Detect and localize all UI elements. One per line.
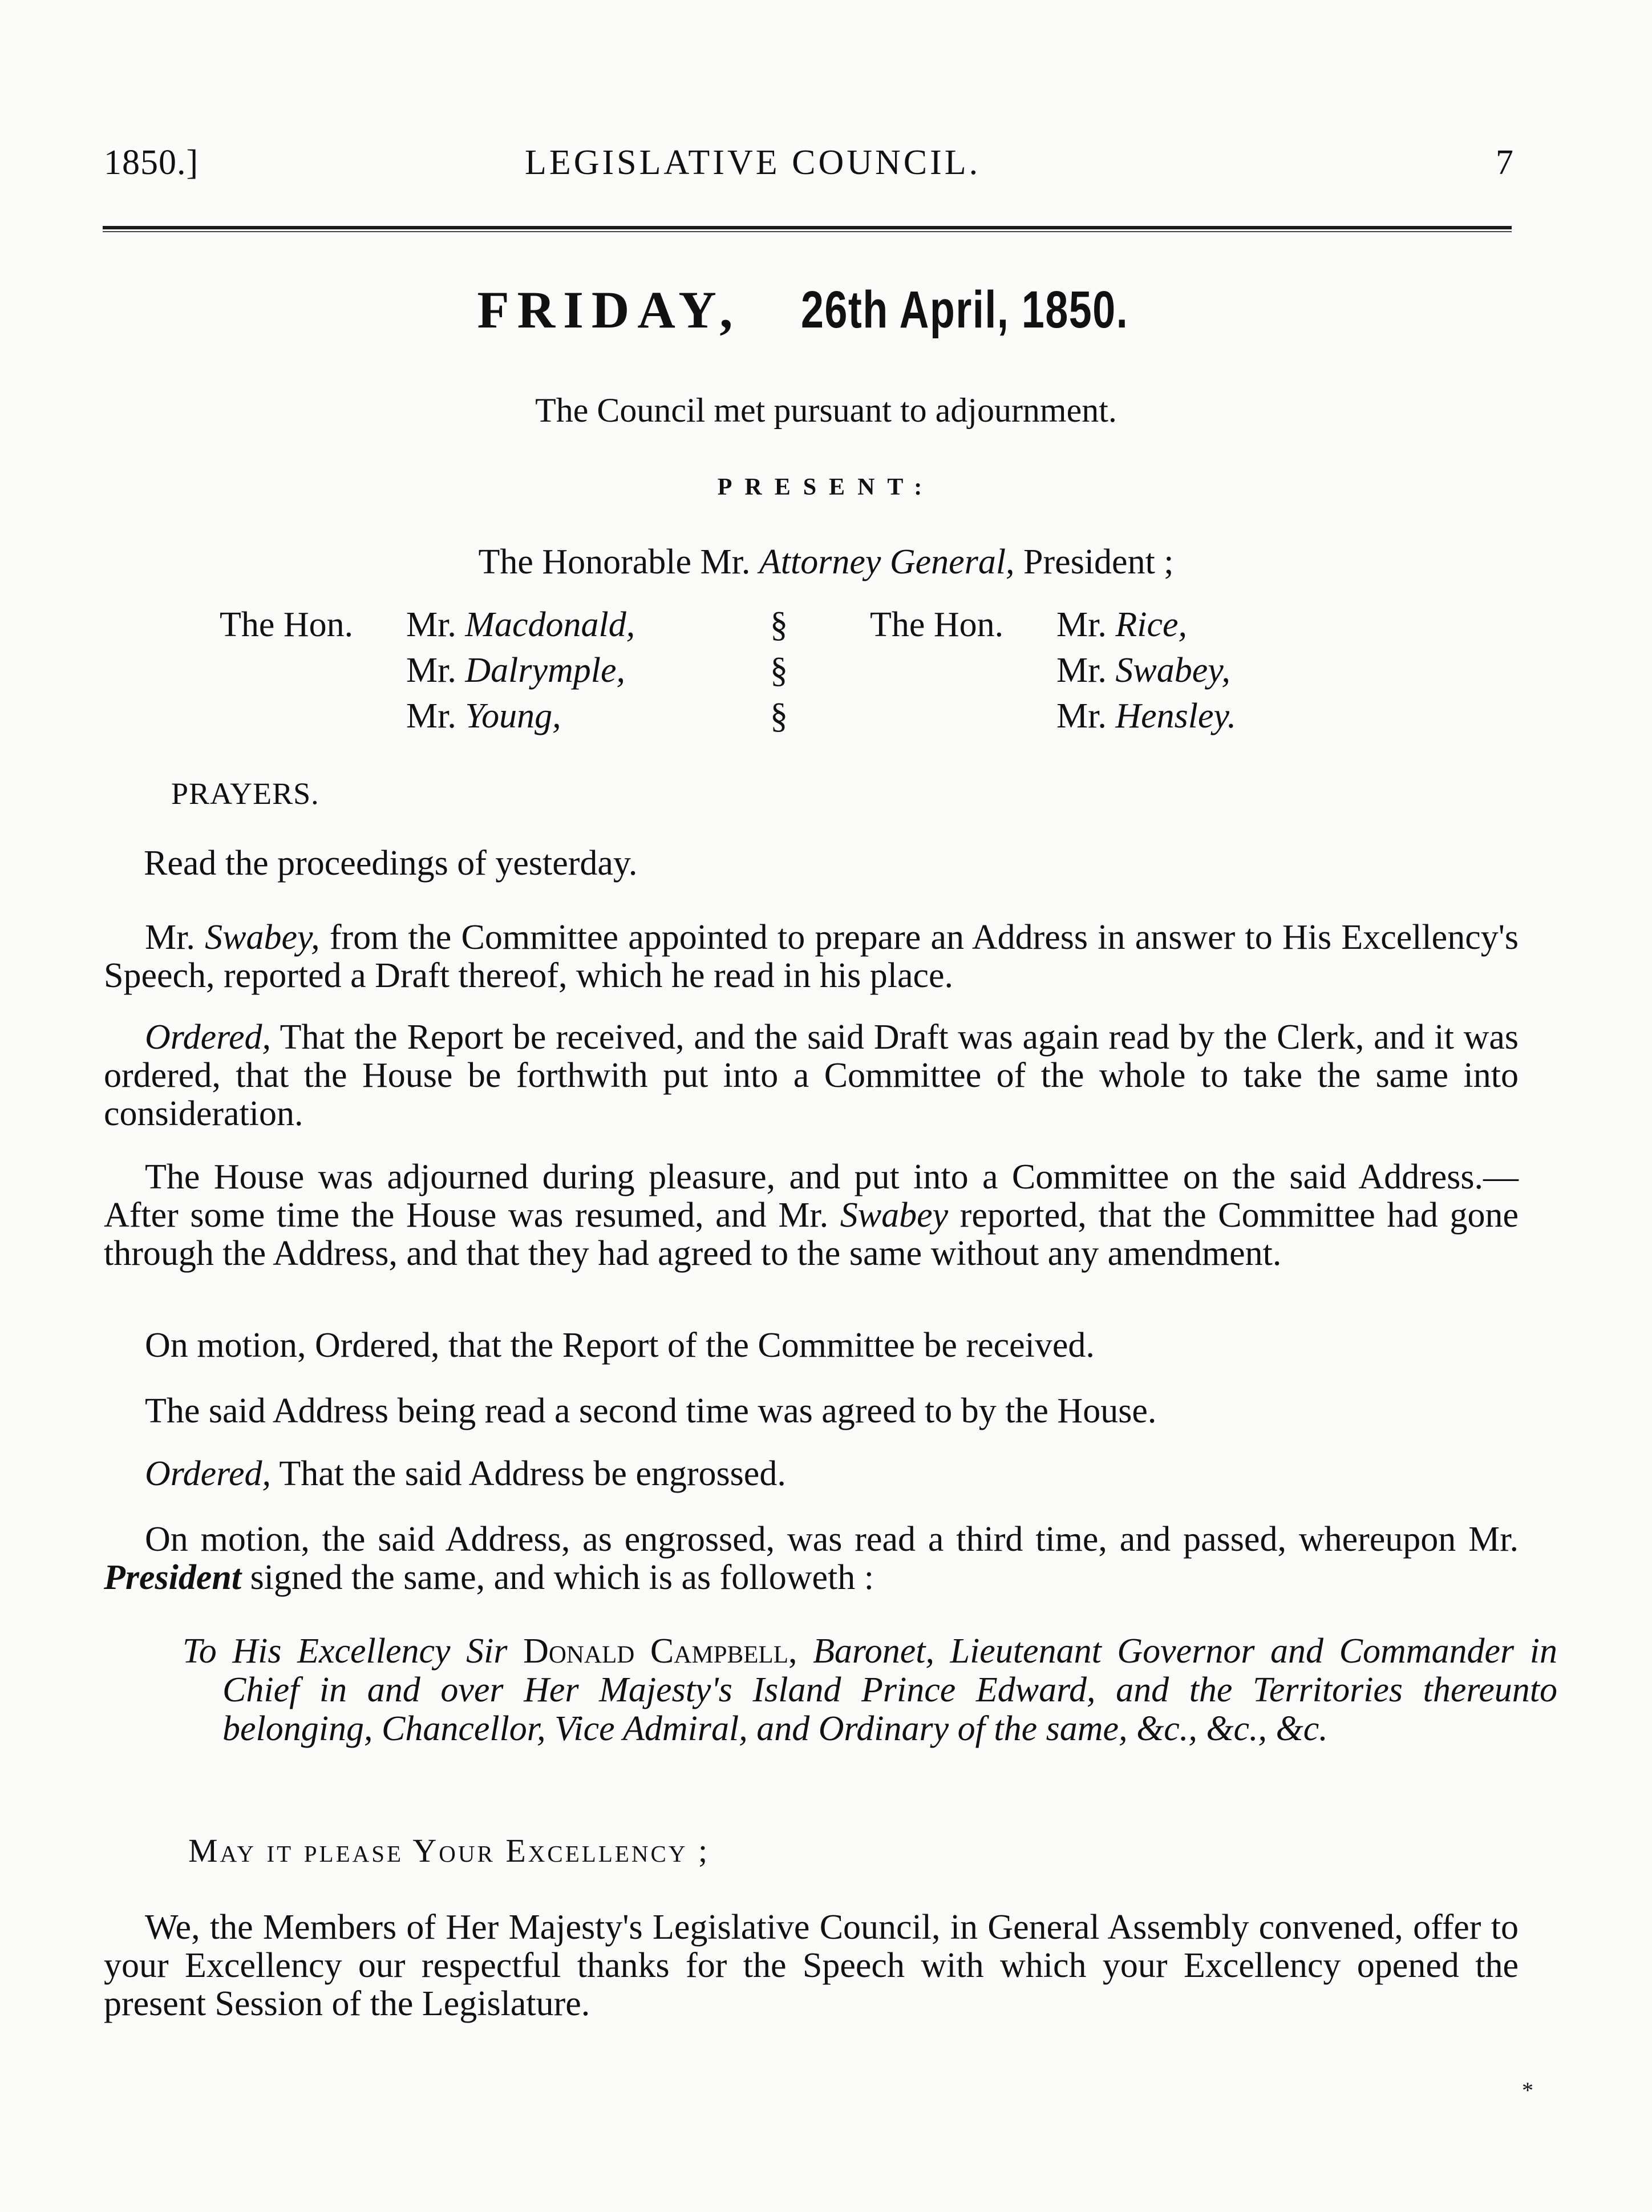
paragraph-read-proceedings: Read the proceedings of yesterday. [144, 844, 638, 883]
text-run: from the Committee appointed to prepare an Address in answer to His Excellency's Speech, reported a Draft thereof, which he read in his place. [104, 918, 1519, 995]
text-run: Mr. [145, 918, 195, 957]
section-mark: § [770, 697, 788, 735]
printers-mark: * [1522, 2077, 1533, 2103]
governor-name: Donald Campbell, [523, 1632, 797, 1671]
members-left-title: The Hon. [220, 605, 354, 644]
text-run: signed the same, and which is as followeth : [250, 1558, 874, 1597]
header-rule [103, 226, 1512, 229]
paragraph-committee-of-whole [104, 1158, 1519, 1273]
member-name: Swabey [840, 1196, 949, 1235]
header-year: 1850.] [104, 143, 199, 182]
member-name: Hensley. [1115, 697, 1237, 735]
presiding-role: President ; [1023, 543, 1174, 581]
text-run: reported, that the Committee had gone through the Address, and that they had agreed to the same without any amendment. [104, 1196, 1519, 1273]
president-name: President [104, 1558, 242, 1597]
address-recipient [183, 1632, 1557, 1748]
presiding-prefix: The Honorable Mr. [478, 543, 751, 581]
header-title: LEGISLATIVE COUNCIL. [525, 143, 981, 182]
member-name: Macdonald, [465, 605, 635, 644]
present-label: PRESENT: [717, 474, 935, 500]
member-prefix: Mr. [406, 651, 456, 690]
salutation: May it please Your Excellency ; [188, 1832, 710, 1869]
member-name: Rice, [1115, 605, 1187, 644]
paragraph-engrossed [104, 1455, 1519, 1493]
member-prefix: Mr. [406, 697, 456, 735]
section-mark: § [770, 605, 788, 644]
ordered-label: Ordered, [145, 1454, 271, 1493]
text-run: The House was adjourned during pleasure, and put into a Committee on the said Address.—After some time the House was resumed, and Mr. [104, 1158, 1519, 1235]
running-header [0, 143, 1652, 194]
member-left-2 [406, 650, 625, 696]
paragraph-second-reading: The said Address being read a second time was agreed to by the House. [145, 1392, 1157, 1430]
section-mark: § [770, 651, 788, 690]
member-right-2 [1056, 650, 1230, 696]
members-right-title: The Hon. [870, 605, 1004, 644]
session-date: 26th April, 1850. [801, 281, 1129, 339]
paragraph-motion-received: On motion, Ordered, that the Report of the Committee be received. [145, 1326, 1095, 1365]
member-prefix: Mr. [1056, 651, 1107, 690]
member-name: Swabey, [205, 918, 320, 957]
ordered-label: Ordered, [145, 1018, 271, 1057]
text-run: That the Report be received, and the said Draft was again read by the Clerk, and it was ordered, that the House be forthwith put into a Committee of the whole to take the same into consideration. [104, 1018, 1519, 1133]
member-name: Dalrymple, [465, 651, 626, 690]
address-body: We, the Members of Her Majesty's Legislative Council, in General Assembly convened, offer to your Excellency our respectful thanks for the Speech with which your Excellency opened the present Session of the Legislature. [104, 1908, 1519, 2023]
paragraph-committee-report [104, 919, 1519, 995]
member-left-1 [406, 605, 635, 650]
session-opening: The Council met pursuant to adjournment. [535, 391, 1117, 429]
page-number: 7 [1496, 143, 1514, 182]
text-run: On motion, the said Address, as engrossed, was read a third time, and passed, whereupon Mr. [145, 1520, 1519, 1559]
prayers-heading: PRAYERS. [171, 777, 319, 811]
member-left-3 [406, 696, 561, 742]
member-prefix: Mr. [406, 605, 456, 644]
member-name: Young, [465, 697, 561, 735]
paragraph-third-reading [104, 1521, 1519, 1597]
governor-titles: Baronet, Lieutenant Governor and Commander in Chief in and over Her Majesty's Island Prince Edward, and the Territories thereunto belonging, Chancellor, Vice Admiral, and Ordinary of the same, &c., &c., &c. [222, 1632, 1557, 1748]
member-right-1 [1056, 605, 1187, 650]
session-date-heading [0, 280, 1652, 340]
member-name: Swabey, [1115, 651, 1230, 690]
presiding-name: Attorney General, [759, 543, 1015, 581]
header-rule-thin [103, 231, 1512, 232]
member-prefix: Mr. [1056, 697, 1107, 735]
presiding-officer-line [0, 542, 1652, 583]
address-to: To His Excellency Sir [183, 1632, 508, 1671]
paragraph-ordered-report [104, 1018, 1519, 1133]
member-prefix: Mr. [1056, 605, 1107, 644]
session-day: FRIDAY, [477, 281, 741, 339]
text-run: That the said Address be engrossed. [279, 1454, 786, 1493]
member-right-3 [1056, 696, 1236, 742]
